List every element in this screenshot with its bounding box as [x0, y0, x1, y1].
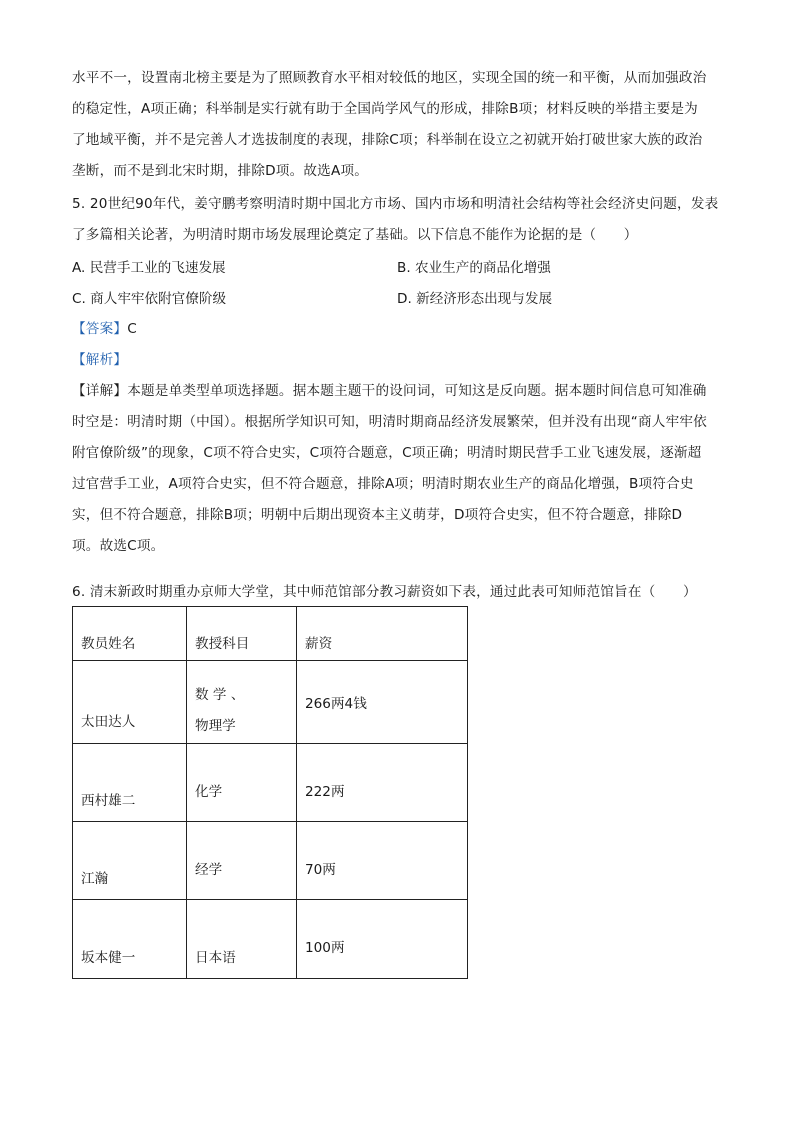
q5-detail-line-5: 实，但不符合题意，排除B项；明朝中后期出现资本主义萌芽，D项符合史实，但不符合题意，排除D	[72, 507, 683, 523]
salary-table	[72, 606, 468, 979]
cell-salary: 100两	[297, 900, 468, 979]
q5-detail-line-1	[72, 379, 707, 399]
q5-option-a: A. 民营手工业的飞速发展	[72, 260, 226, 276]
q5-option-d: D. 新经济形态出现与发展	[397, 291, 553, 307]
cell-subject: 经学	[187, 822, 297, 900]
q5-detail-line-4: 过官营手工业，A项符合史实，但不符合题意，排除A项；明清时期农业生产的商品化增强，B项符合史	[72, 476, 694, 492]
detail-tag: 【详解】	[72, 383, 128, 399]
q5-option-c: C. 商人牢牢依附官僚阶级	[72, 291, 227, 307]
cell-name: 太田达人	[73, 661, 187, 744]
q5-detail-line-2: 时空是：明清时期（中国）。根据所学知识可知，明清时期商品经济发展繁荣，但并没有出现“商人牢牢依	[72, 414, 707, 430]
cell-name: 江瀚	[73, 822, 187, 900]
cell-subject: 化学	[187, 744, 297, 822]
cell-subject: 日本语	[187, 900, 297, 979]
answer-value: C	[127, 321, 137, 337]
q5-option-b: B. 农业生产的商品化增强	[397, 260, 551, 276]
header-salary: 薪资	[297, 607, 468, 661]
prev-analysis-line-1: 水平不一，设置南北榜主要是为了照顾教育水平相对较低的地区，实现全国的统一和平衡，从而加强政治	[72, 70, 707, 86]
q5-analysis-tag	[72, 348, 127, 368]
q5-answer	[72, 317, 137, 337]
header-name: 教员姓名	[73, 607, 187, 661]
subject-line-1: 数 学 、	[195, 687, 245, 703]
q5-stem-line-2: 了多篇相关论著，为明清时期市场发展理论奠定了基础。以下信息不能作为论据的是（ ）	[72, 227, 638, 243]
prev-analysis-line-2: 的稳定性，A项正确；科举制是实行就有助于全国尚学风气的形成，排除B项；材料反映的举措主要是为	[72, 101, 698, 117]
cell-salary: 222两	[297, 744, 468, 822]
detail-text: 本题是单类型单项选择题。据本题主题干的设问词，可知这是反向题。据本题时间信息可知准确	[127, 383, 707, 399]
table-row	[73, 661, 468, 744]
table-row	[73, 744, 468, 822]
cell-name: 坂本健一	[73, 900, 187, 979]
table-row	[73, 822, 468, 900]
q5-detail-line-6: 项。故选C项。	[72, 538, 165, 554]
table-row	[73, 900, 468, 979]
analysis-tag: 【解析】	[72, 352, 128, 368]
cell-salary: 70两	[297, 822, 468, 900]
table-header-row	[73, 607, 468, 661]
subject-line-2: 物理学	[195, 718, 236, 734]
header-subject: 教授科目	[187, 607, 297, 661]
q5-detail-line-3: 附官僚阶级”的现象，C项不符合史实，C项符合题意，C项正确；明清时期民营手工业飞速发展，逐渐超	[72, 445, 702, 461]
cell-salary: 266两4钱	[297, 661, 468, 744]
answer-tag: 【答案】	[72, 321, 128, 337]
q6-stem: 6. 清末新政时期重办京师大学堂，其中师范馆部分教习薪资如下表，通过此表可知师范馆旨在（ ）	[72, 584, 697, 600]
prev-analysis-line-4: 垄断，而不是到北宋时期，排除D项。故选A项。	[72, 163, 369, 179]
cell-name: 西村雄二	[73, 744, 187, 822]
q5-stem-line-1: 5. 20世纪90年代，姜守鹏考察明清时期中国北方市场、国内市场和明清社会结构等社会经济史问题，发表	[72, 196, 719, 212]
prev-analysis-line-3: 了地域平衡，并不是完善人才选拔制度的表现，排除C项；科举制在设立之初就开始打破世家大族的政治	[72, 132, 703, 148]
cell-subject	[187, 661, 297, 744]
